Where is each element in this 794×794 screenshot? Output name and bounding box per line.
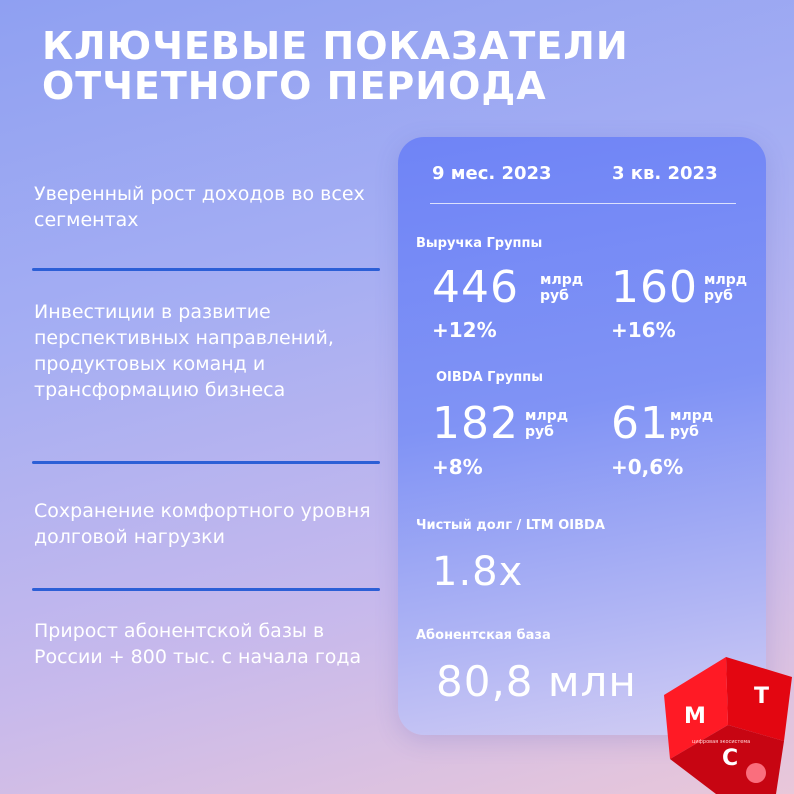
net-debt-label: Чистый долг / LTM OIBDA — [416, 518, 605, 533]
column-header-9-months: 9 мес. 2023 — [432, 163, 552, 184]
highlight-revenue-growth: Уверенный рост доходов во всех сегментах — [34, 183, 365, 231]
column-header-q3: 3 кв. 2023 — [612, 163, 718, 184]
title-line-1: КЛЮЧЕВЫЕ ПОКАЗАТЕЛИ — [42, 24, 629, 68]
highlight-investments: Инвестиции в развитие перспективных направлений, продуктовых команд и трансформацию бизнеса — [34, 301, 334, 401]
oibda-9m-unit: млрд руб — [525, 408, 569, 440]
oibda-q3-unit: млрд руб — [670, 408, 714, 440]
oibda-9m-value: 182 — [432, 398, 519, 449]
revenue-label: Выручка Группы — [416, 236, 543, 251]
oibda-q3-value: 61 — [611, 398, 669, 449]
divider-2 — [32, 461, 380, 464]
revenue-q3-unit: млрд руб — [704, 272, 748, 304]
oibda-9m-growth: +8% — [432, 455, 483, 479]
highlight-debt-level: Сохранение комфортного уровня долговой нагрузки — [34, 500, 371, 548]
net-debt-value: 1.8x — [432, 549, 524, 595]
panel-header-rule — [430, 203, 736, 204]
title-line-2: ОТЧЕТНОГО ПЕРИОДА — [42, 64, 547, 108]
divider-1 — [32, 268, 380, 271]
subscribers-label: Абонентская база — [416, 628, 551, 643]
logo-letter-m: М — [684, 704, 706, 729]
oibda-q3-growth: +0,6% — [611, 455, 684, 479]
subscribers-value: 80,8 млн — [436, 657, 637, 706]
page-title — [42, 26, 629, 106]
logo-letter-s: С — [722, 746, 739, 771]
oibda-label: OIBDA Группы — [436, 370, 543, 385]
divider-3 — [32, 588, 380, 591]
revenue-9m-growth: +12% — [432, 318, 497, 342]
logo-caption: цифровая экосистема — [692, 739, 751, 745]
logo-letter-t: Т — [754, 684, 770, 709]
revenue-9m-unit: млрд руб — [540, 272, 584, 304]
revenue-9m-value: 446 — [432, 262, 519, 313]
logo-heart-icon — [746, 763, 766, 783]
highlight-subscriber-growth: Прирост абонентской базы в России + 800 тыс. с начала года — [34, 620, 362, 668]
revenue-q3-growth: +16% — [611, 318, 676, 342]
revenue-q3-value: 160 — [611, 262, 698, 313]
mts-cube-logo — [664, 655, 794, 794]
